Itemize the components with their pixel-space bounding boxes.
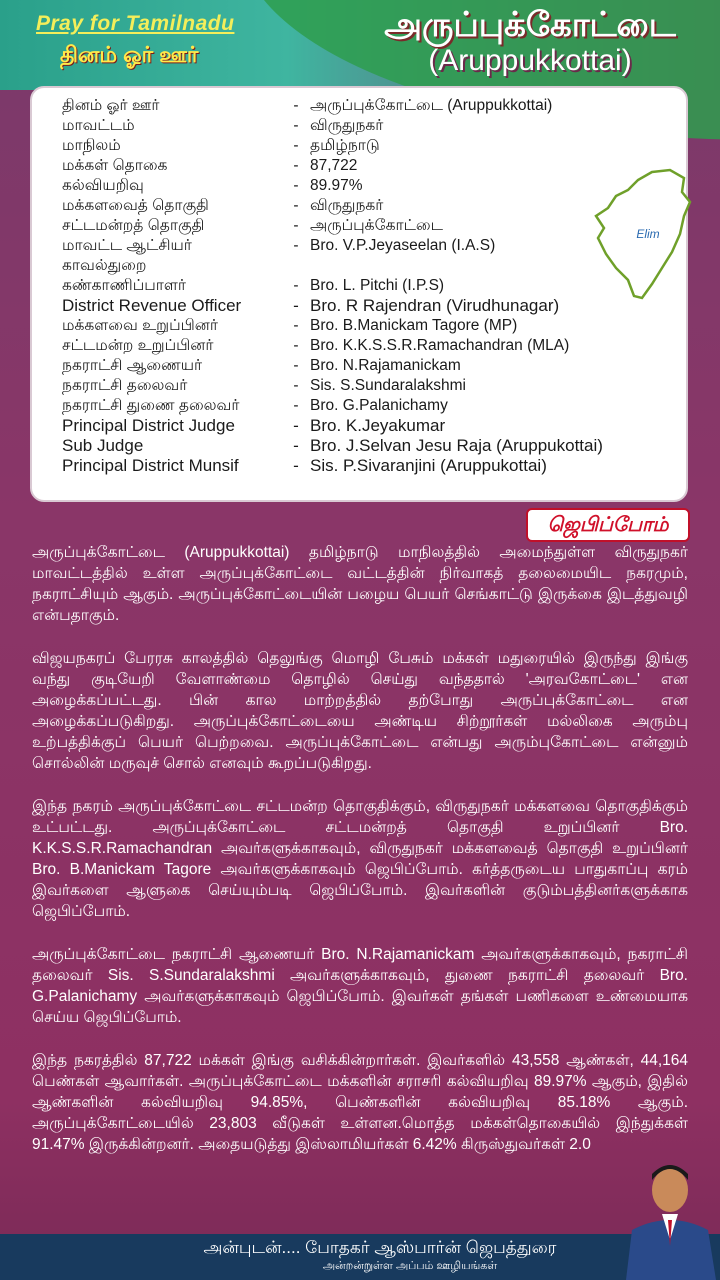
info-dash: - bbox=[293, 317, 299, 334]
info-label: நகராட்சி துணை தலைவர் bbox=[62, 397, 240, 414]
info-value: Bro. K.Jeyakumar bbox=[310, 416, 446, 435]
info-dash: - bbox=[293, 117, 299, 134]
info-value: Bro. G.Palanichamy bbox=[310, 397, 448, 414]
info-dash: - bbox=[293, 436, 299, 455]
info-label: நகராட்சி ஆணையர் bbox=[62, 357, 203, 374]
info-label: நகராட்சி தலைவர் bbox=[62, 377, 188, 394]
info-label: District Revenue Officer bbox=[62, 296, 242, 315]
info-label: மக்கள் தொகை bbox=[62, 157, 168, 174]
info-row bbox=[62, 196, 662, 216]
paragraph: அருப்புக்கோட்டை நகராட்சி ஆணையர் Bro. N.Rajamanickam அவர்களுக்காகவும், நகராட்சி தலைவர் Sis. S.Sundaralakshmi அவர்களுக்காகவும், துணை நகராட்சி தலைவர் Bro. G.Palanichamy அவர்களுக்காகவும் ஜெபிப்போம். இவர்கள் தங்கள் பணிகளை உண்மையாக செய்ய ஜெபிப்போம். bbox=[32, 946, 688, 1026]
info-label: Principal District Judge bbox=[62, 416, 235, 435]
info-label: சட்டமன்றத் தொகுதி bbox=[62, 217, 205, 234]
elim-logo: Elim bbox=[636, 227, 660, 241]
tamilnadu-map-icon bbox=[592, 168, 702, 308]
info-row bbox=[62, 116, 662, 136]
info-value: 87,722 bbox=[310, 157, 358, 174]
info-row bbox=[62, 296, 662, 316]
info-row bbox=[62, 396, 662, 416]
info-value: Bro. L. Pitchi (I.P.S) bbox=[310, 277, 445, 294]
info-card bbox=[30, 86, 688, 502]
paragraph: இந்த நகரத்தில் 87,722 மக்கள் இங்கு வசிக்கின்றார்கள். இவர்களில் 43,558 ஆண்கள், 44,164 பெண்கள் ஆவார்கள். அருப்புக்கோட்டை மக்களின் சராசரி கல்வியறிவு 89.97% ஆகும், இதில் ஆண்களின் கல்வியறிவு 94.85%, பெண்களின் கல்வியறிவு 85.18% ஆகும். அருப்புக்கோட்டையில் 23,803 வீடுகள் உள்ளன.மொத்த மக்கள்தொகையில் இந்துக்கள் 91.47% இருக்கின்றனர். அதையடுத்து இஸ்லாமியர்கள் 6.42% கிருஸ்துவர்கள் 2.0 bbox=[32, 1052, 688, 1153]
info-label: Principal District Munsif bbox=[62, 456, 239, 475]
info-row bbox=[62, 336, 662, 356]
info-dash: - bbox=[293, 237, 299, 254]
info-label: மாநிலம் bbox=[62, 137, 121, 154]
info-dash bbox=[282, 256, 310, 276]
info-dash: - bbox=[293, 97, 299, 114]
info-dash: - bbox=[293, 137, 299, 154]
info-dash: - bbox=[293, 397, 299, 414]
info-value: விருதுநகர் bbox=[310, 117, 384, 134]
info-row bbox=[62, 356, 662, 376]
jebippom-badge: ஜெபிப்போம் bbox=[526, 508, 690, 542]
info-value: Bro. B.Manickam Tagore (MP) bbox=[310, 317, 518, 334]
info-label: மக்களவை உறுப்பினர் bbox=[62, 317, 218, 334]
info-dash: - bbox=[293, 357, 299, 374]
info-label: மக்களவைத் தொகுதி bbox=[62, 197, 209, 214]
info-table bbox=[62, 96, 662, 476]
info-label: கல்வியறிவு bbox=[62, 177, 144, 194]
info-value: Bro. J.Selvan Jesu Raja (Aruppukottai) bbox=[310, 436, 603, 455]
info-value: விருதுநகர் bbox=[310, 197, 384, 214]
info-value: Bro. K.K.S.S.R.Ramachandran (MLA) bbox=[310, 337, 570, 354]
info-dash: - bbox=[293, 157, 299, 174]
paragraph: அருப்புக்கோட்டை (Aruppukkottai) தமிழ்நாடு மாநிலத்தில் அமைந்துள்ள விருதுநகர் மாவட்டத்தில் உள்ள அருப்புக்கோட்டை வட்டத்தின் நிர்வாகத் தலைமையிட நகரமும், நகராட்சியும் ஆகும். அருப்புக்கோட்டையின் பழைய பெயர் செங்காட்டு இருக்கை இடத்துவழி என்பதாகும். bbox=[32, 544, 688, 624]
info-value: தமிழ்நாடு bbox=[310, 137, 380, 154]
dinam-oor-oor: தினம் ஓர் ஊர் bbox=[60, 42, 199, 67]
info-dash: - bbox=[293, 416, 299, 435]
info-row bbox=[62, 456, 662, 476]
footer-ministry: அன்றன்றுள்ள அப்பம் ஊழியங்கள் bbox=[322, 1260, 498, 1272]
footer-signature: அன்புடன்.... போதகர் ஆஸ்பார்ன் ஜெபத்துரை bbox=[203, 1238, 557, 1257]
body-text bbox=[32, 542, 688, 1177]
info-row bbox=[62, 236, 662, 256]
info-dash: - bbox=[293, 217, 299, 234]
info-label: சட்டமன்ற உறுப்பினர் bbox=[62, 337, 214, 354]
info-dash: - bbox=[293, 456, 299, 475]
pastor-photo bbox=[612, 1150, 720, 1280]
info-value: அருப்புக்கோட்டை (Aruppukkottai) bbox=[310, 97, 553, 114]
info-row bbox=[62, 176, 662, 196]
info-row bbox=[62, 276, 662, 296]
page-title-tamil: அருப்புக்கோட்டை bbox=[384, 6, 676, 44]
info-value: Bro. N.Rajamanickam bbox=[310, 357, 461, 374]
info-row bbox=[62, 436, 662, 456]
info-row bbox=[62, 216, 662, 236]
info-value: Bro. R Rajendran (Virudhunagar) bbox=[310, 296, 560, 315]
pray-for-tamilnadu: Pray for Tamilnadu bbox=[36, 12, 235, 35]
info-label: மாவட்ட ஆட்சியர் bbox=[62, 237, 192, 254]
info-label: தினம் ஓர் ஊர் bbox=[62, 97, 160, 114]
info-dash: - bbox=[293, 377, 299, 394]
info-dash: - bbox=[293, 296, 299, 315]
info-value: Bro. V.P.Jeyaseelan (I.A.S) bbox=[310, 237, 496, 254]
info-row bbox=[62, 96, 662, 116]
info-dash: - bbox=[293, 177, 299, 194]
info-value: 89.97% bbox=[310, 177, 363, 194]
info-row bbox=[62, 316, 662, 336]
info-row bbox=[62, 136, 662, 156]
info-dash: - bbox=[293, 197, 299, 214]
info-dash: - bbox=[293, 337, 299, 354]
info-value: அருப்புக்கோட்டை bbox=[310, 217, 443, 234]
paragraph: இந்த நகரம் அருப்புக்கோட்டை சட்டமன்ற தொகுதிக்கும், விருதுநகர் மக்களவை தொகுதிக்கும் உட்பட்டது. அருப்புக்கோட்டை சட்டமன்றத் தொகுதி உறுப்பினர் Bro. K.K.S.S.R.Ramachandran அவர்களுக்காகவும், விருதுநகர் மக்களவைத் தொகுதி உறுப்பினர் Bro. B.Manickam Tagore அவர்களுக்காகவும் ஜெபிப்போம். கர்த்தருடைய பாதுகாப்பு கரம் இவர்களை ஆளுகை செய்யும்படி ஜெபிப்போம். இவர்களின் குடும்பத்தினர்களுக்காக ஜெபிப்போம். bbox=[32, 798, 688, 920]
info-dash: - bbox=[293, 277, 299, 294]
info-row bbox=[62, 256, 662, 276]
page-title-english: (Aruppukkottai) bbox=[428, 44, 632, 77]
info-label: மாவட்டம் bbox=[62, 117, 135, 134]
paragraph: விஜயநகரப் பேரரசு காலத்தில் தெலுங்கு மொழி பேசும் மக்கள் மதுரையில் இருந்து இங்கு வந்து குடியேறி வேளாண்மை தொழில் செய்து வந்ததால் 'அரவகோட்டை' என அழைக்கப்பட்டது. பின் கால மாற்றத்தில் தற்போது அருப்புக்கோட்டை என அழைக்கப்படுகிறது. அருப்புக்கோட்டையை அண்டிய சிற்றூர்கள் மல்லிகை அரும்பு உற்பத்திக்குப் பெயர் பெற்றவை. அருப்புக்கோட்டை என்பது அரும்புகோட்டை என்னும் சொல்லின் மருவுச் சொல் எனவும் கூறப்படுகிறது. bbox=[32, 650, 688, 772]
info-value: Sis. P.Sivaranjini (Aruppukottai) bbox=[310, 456, 547, 475]
info-label: காவல்துறை bbox=[62, 257, 147, 274]
info-row bbox=[62, 376, 662, 396]
info-label: கண்காணிப்பாளர் bbox=[62, 277, 186, 294]
info-row bbox=[62, 416, 662, 436]
info-row bbox=[62, 156, 662, 176]
info-value: Sis. S.Sundaralakshmi bbox=[310, 377, 466, 394]
info-label: Sub Judge bbox=[62, 436, 144, 455]
